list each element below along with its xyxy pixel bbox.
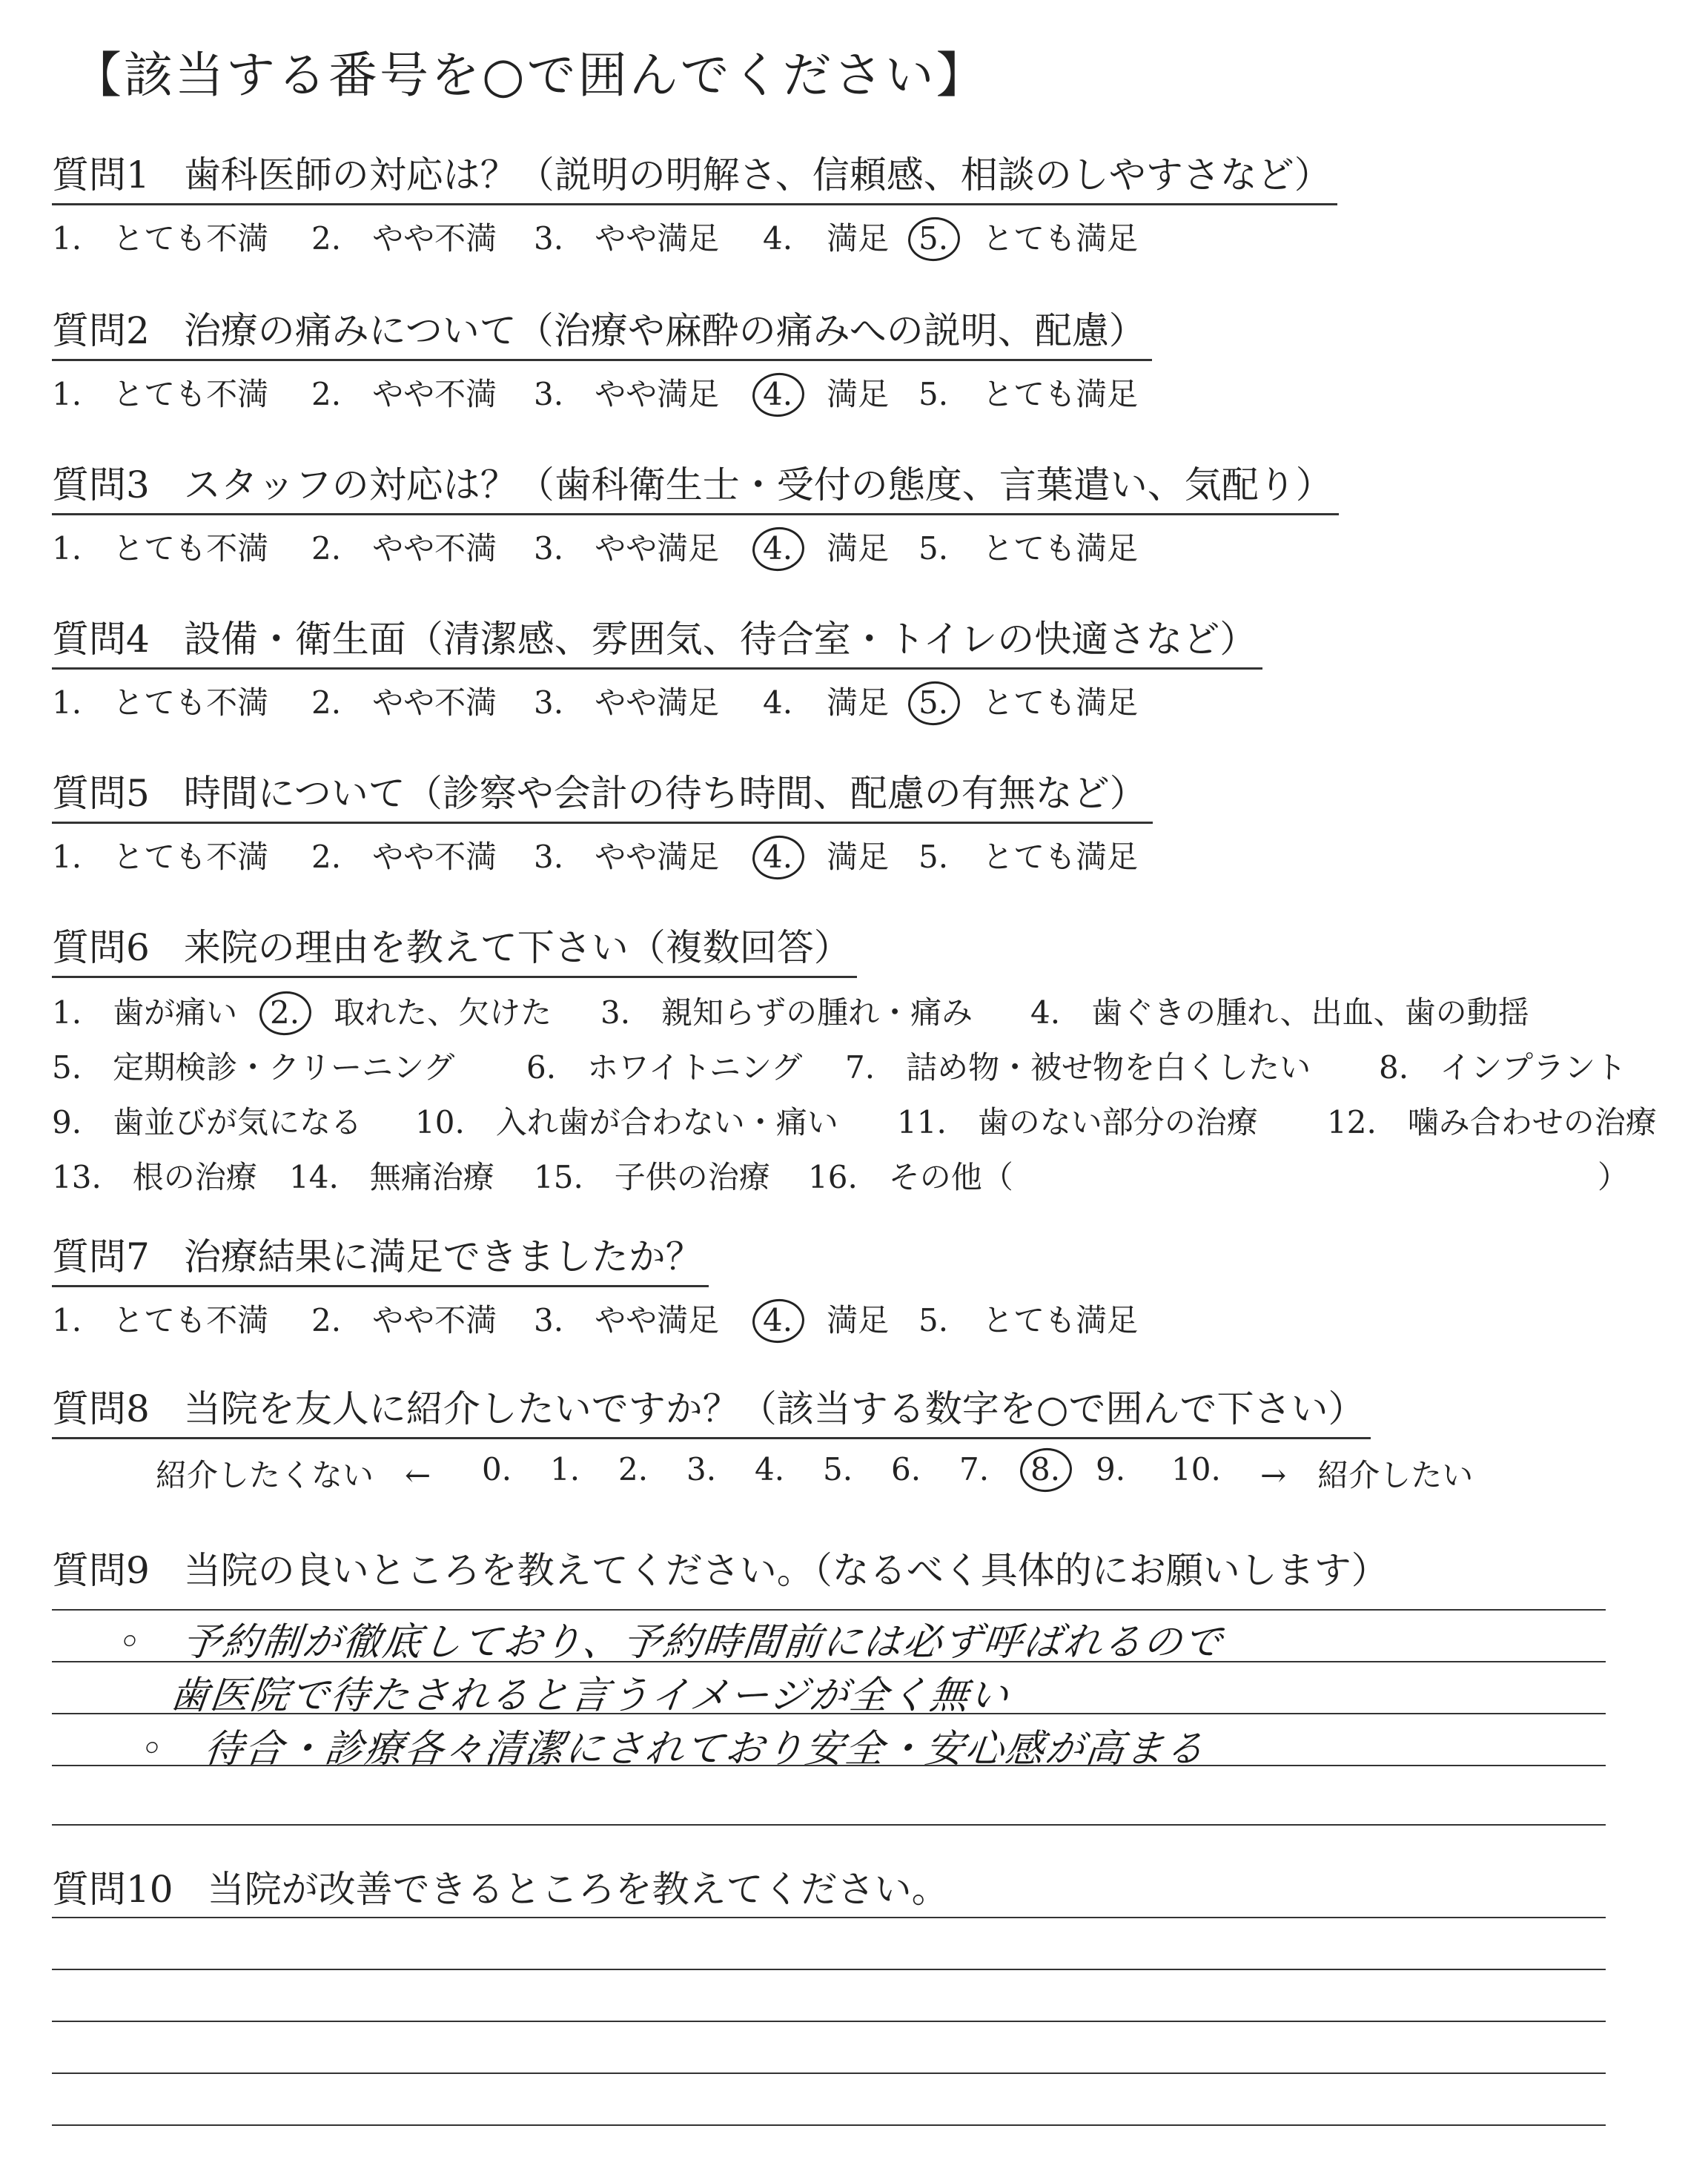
option-4[interactable]: 4. 満足: [760, 370, 889, 415]
question-title: [52, 918, 857, 978]
question-text: 設備・衛生面（清潔感、雰囲気、待合室・トイレの快適さなど）: [183, 618, 1257, 661]
option-2[interactable]: 2. やや不満: [311, 839, 497, 875]
question-title: [52, 1227, 709, 1287]
question-title: [52, 610, 1262, 670]
question-number: 質問9: [52, 1549, 150, 1592]
question-text: 当院の良いところを教えてください。（なるべく具体的にお願いします）: [183, 1549, 1388, 1592]
handwritten-answer: ◦ 予約制が徹底しており、予約時間前には必ず呼ばれるので: [116, 1620, 1226, 1665]
option-1[interactable]: 1. とても不満: [52, 839, 269, 875]
question-9: [52, 1541, 1609, 1594]
question-10: [52, 1860, 1609, 1913]
question-title: [52, 764, 1153, 824]
option-2[interactable]: 2. やや不満: [311, 1302, 497, 1338]
option-3[interactable]: 3. やや満足: [534, 684, 720, 721]
option-5[interactable]: 5. とても満足: [916, 214, 1138, 259]
handwritten-answer: 歯医院で待たされると言うイメージが全く無い: [168, 1674, 1013, 1718]
reason-options: [52, 988, 1657, 1208]
option-5[interactable]: 5. とても満足: [918, 530, 1139, 567]
question-8: [52, 1379, 1609, 1499]
option-2[interactable]: 2. やや不満: [311, 376, 497, 412]
option-5[interactable]: 5. とても満足: [918, 376, 1139, 412]
reason-option[interactable]: 14. 無痛治療: [289, 1159, 494, 1195]
scale-left-label: 紹介したくない ←: [156, 1457, 431, 1493]
option-4[interactable]: 4. 満足: [763, 684, 890, 721]
option-5[interactable]: 5. とても満足: [916, 678, 1138, 723]
question-text: 治療結果に満足できましたか？: [183, 1235, 703, 1278]
reason-option[interactable]: 7. 詰め物・被せ物を白くしたい: [845, 1049, 1311, 1086]
answer-circle: [750, 1296, 807, 1345]
handwritten-answer: ◦ 待合・診療各々清潔にされており安全・安心感が高まる: [138, 1727, 1208, 1771]
reason-option[interactable]: 2. 取れた、欠けた: [267, 988, 552, 1033]
option-1[interactable]: 1. とても不満: [52, 376, 269, 412]
question-text: 治療の痛みについて（治療や麻酔の痛みへの説明、配慮）: [183, 309, 1146, 352]
question-number: 質問5: [52, 772, 150, 815]
question-text: 歯科医師の対応は？（説明の明解さ、信頼感、相談のしやすさなど）: [183, 153, 1331, 196]
option-1[interactable]: 1. とても不満: [52, 684, 269, 721]
option-3[interactable]: 3. やや満足: [534, 839, 720, 875]
rating-scale: [52, 524, 1609, 572]
reason-option[interactable]: 13. 根の治療: [52, 1159, 257, 1195]
question-4: [52, 610, 1609, 726]
rating-scale: [52, 678, 1609, 726]
question-title: [52, 1860, 1609, 1913]
scale-3[interactable]: 3.: [686, 1451, 717, 1487]
answer-line: [52, 1824, 1606, 1826]
option-3[interactable]: 3. やや満足: [534, 220, 720, 257]
answer-circle: [906, 678, 962, 727]
answer-line: [52, 1917, 1606, 1918]
question-title: [52, 1379, 1371, 1439]
question-text: 時間について（診察や会計の待ち時間、配慮の有無など）: [183, 772, 1147, 815]
page-title: 【該当する番号を○で囲んでください】: [73, 47, 987, 104]
question-number: 質問4: [52, 618, 150, 661]
option-4[interactable]: 4. 満足: [760, 1296, 889, 1341]
answer-circle: [1018, 1445, 1074, 1494]
scale-6[interactable]: 6.: [891, 1451, 921, 1487]
scale-4[interactable]: 4.: [755, 1451, 785, 1487]
question-title: [52, 301, 1152, 361]
question-number: 質問1: [52, 153, 150, 196]
reason-option[interactable]: 5. 定期検診・クリーニング: [52, 1049, 455, 1086]
reason-option[interactable]: 9. 歯並びが気になる: [52, 1104, 363, 1140]
reason-option-other[interactable]: 16. その他（: [808, 1159, 1013, 1195]
reason-option[interactable]: 1. 歯が痛い: [52, 994, 238, 1031]
option-1[interactable]: 1. とても不満: [52, 1302, 269, 1338]
reason-option[interactable]: 15. 子供の治療: [534, 1159, 770, 1195]
question-3: [52, 455, 1609, 572]
option-5[interactable]: 5. とても満足: [918, 1302, 1139, 1338]
option-3[interactable]: 3. やや満足: [534, 1302, 720, 1338]
option-1[interactable]: 1. とても不満: [52, 220, 269, 257]
rating-scale: [52, 833, 1609, 880]
option-4[interactable]: 4. 満足: [763, 220, 890, 257]
question-text: 当院を友人に紹介したいですか？（該当する数字を○で囲んで下さい）: [183, 1387, 1366, 1430]
answer-circle: [750, 370, 807, 419]
question-title: [52, 145, 1337, 205]
answer-line: [52, 1969, 1606, 1970]
question-2: [52, 301, 1609, 417]
option-2[interactable]: 2. やや不満: [311, 530, 497, 567]
answer-circle: [906, 214, 962, 263]
reason-option[interactable]: 12. 噛み合わせの治療: [1327, 1104, 1657, 1140]
scale-1[interactable]: 1.: [550, 1451, 580, 1487]
scale-5[interactable]: 5.: [823, 1451, 853, 1487]
question-text: 来院の理由を教えて下さい（複数回答）: [183, 926, 851, 969]
question-number: 質問6: [52, 926, 150, 969]
question-number: 質問7: [52, 1235, 150, 1278]
option-2[interactable]: 2. やや不満: [311, 684, 497, 721]
reason-option[interactable]: 10. 入れ歯が合わない・痛い: [415, 1104, 838, 1140]
question-7: [52, 1227, 1609, 1344]
reason-option[interactable]: 6. ホワイトニング: [526, 1049, 803, 1086]
question-number: 質問10: [52, 1868, 173, 1911]
scale-2[interactable]: 2.: [618, 1451, 649, 1487]
option-3[interactable]: 3. やや満足: [534, 530, 720, 567]
scale-10[interactable]: 10.: [1171, 1451, 1221, 1487]
scale-9[interactable]: 9.: [1096, 1451, 1126, 1487]
option-3[interactable]: 3. やや満足: [534, 376, 720, 412]
scale-0[interactable]: 0.: [482, 1451, 512, 1487]
question-5: [52, 764, 1609, 880]
scale-8[interactable]: 8.: [1027, 1451, 1063, 1487]
scale-7[interactable]: 7.: [959, 1451, 990, 1487]
reason-option[interactable]: 11. 歯のない部分の治療: [897, 1104, 1258, 1140]
reason-option[interactable]: 8. インプラント: [1379, 1049, 1627, 1086]
question-title: [52, 1541, 1609, 1594]
question-text: スタッフの対応は？（歯科衛生士・受付の態度、言葉遣い、気配り）: [183, 463, 1333, 506]
question-text: 当院が改善できるところを教えてください。: [207, 1868, 949, 1911]
reason-option[interactable]: 4. 歯ぐきの腫れ、出血、歯の動揺: [1030, 994, 1529, 1031]
answer-lines-q9[interactable]: [52, 1602, 1606, 1839]
option-5[interactable]: 5. とても満足: [918, 839, 1139, 875]
option-4[interactable]: 4. 満足: [760, 524, 889, 569]
question-1: [52, 145, 1609, 262]
rating-scale: [52, 214, 1609, 262]
recommend-scale: [52, 1451, 1609, 1499]
rating-scale: [52, 370, 1609, 417]
question-number: 質問8: [52, 1387, 150, 1430]
scale-right-label: → 紹介したい: [1260, 1457, 1474, 1493]
question-6: [52, 918, 1657, 1208]
answer-line: [52, 2124, 1606, 2126]
answer-line: [52, 2073, 1606, 2074]
reason-option[interactable]: 3. 親知らずの腫れ・痛み: [600, 994, 973, 1031]
option-1[interactable]: 1. とても不満: [52, 530, 269, 567]
question-number: 質問3: [52, 463, 150, 506]
option-2[interactable]: 2. やや不満: [311, 220, 497, 257]
rating-scale: [52, 1296, 1609, 1344]
answer-lines-q10[interactable]: [52, 1917, 1606, 2139]
other-close-paren: ）: [1598, 1159, 1629, 1195]
question-title: [52, 455, 1339, 515]
answer-circle: [750, 524, 807, 573]
answer-circle: [257, 988, 314, 1037]
option-4[interactable]: 4. 満足: [760, 833, 889, 877]
question-number: 質問2: [52, 309, 150, 352]
answer-line: [52, 2021, 1606, 2022]
answer-circle: [750, 833, 807, 882]
